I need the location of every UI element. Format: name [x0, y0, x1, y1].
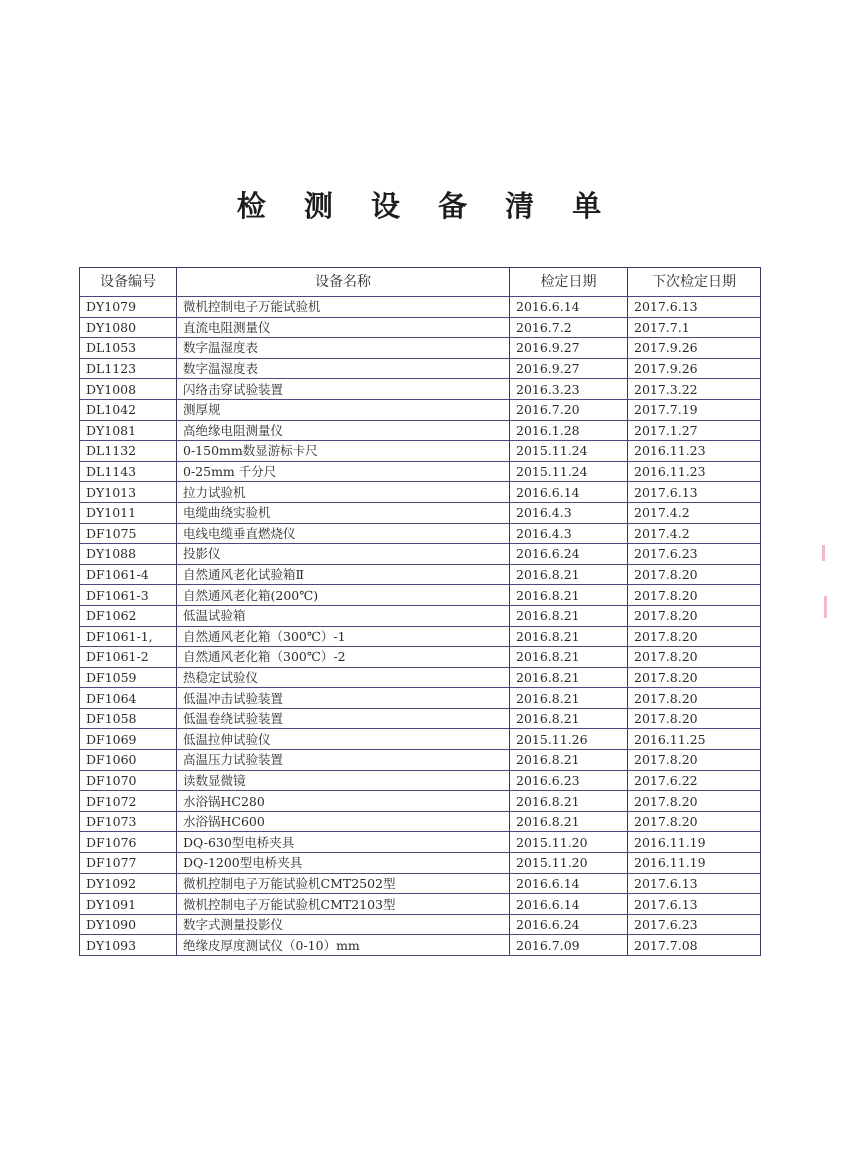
cell-equipment-name: 0-150mm数显游标卡尺: [177, 441, 510, 462]
cell-equipment-id: DF1072: [80, 791, 177, 812]
table-row: [80, 688, 761, 709]
cell-next-calibration-date: 2017.6.23: [628, 914, 761, 935]
cell-next-calibration-date: 2017.6.22: [628, 770, 761, 791]
cell-calibration-date: 2016.6.24: [510, 544, 628, 565]
cell-next-calibration-date: 2017.8.20: [628, 626, 761, 647]
cell-equipment-id: DF1061-2: [80, 647, 177, 668]
table-row: [80, 585, 761, 606]
cell-next-calibration-date: 2017.6.13: [628, 297, 761, 318]
header-next-calibration-date: 下次检定日期: [628, 268, 761, 297]
cell-next-calibration-date: 2017.7.08: [628, 935, 761, 956]
cell-equipment-id: DF1076: [80, 832, 177, 853]
equipment-table: [79, 267, 761, 956]
cell-next-calibration-date: 2017.8.20: [628, 564, 761, 585]
cell-equipment-name: 微机控制电子万能试验机CMT2502型: [177, 873, 510, 894]
cell-calibration-date: 2016.9.27: [510, 338, 628, 359]
cell-calibration-date: 2016.7.20: [510, 399, 628, 420]
table-row: [80, 894, 761, 915]
cell-equipment-name: 拉力试验机: [177, 482, 510, 503]
table-row: [80, 935, 761, 956]
table-row: [80, 750, 761, 771]
cell-calibration-date: 2016.8.21: [510, 750, 628, 771]
cell-calibration-date: 2016.6.14: [510, 297, 628, 318]
cell-equipment-name: 数字式测量投影仪: [177, 914, 510, 935]
header-equipment-name: 设备名称: [177, 268, 510, 297]
table-row: [80, 770, 761, 791]
cell-equipment-id: DY1079: [80, 297, 177, 318]
cell-next-calibration-date: 2017.7.19: [628, 399, 761, 420]
cell-equipment-id: DL1053: [80, 338, 177, 359]
cell-equipment-name: 高温压力试验装置: [177, 750, 510, 771]
cell-calibration-date: 2016.4.3: [510, 502, 628, 523]
table-row: [80, 914, 761, 935]
cell-equipment-name: 绝缘皮厚度测试仪（0-10）mm: [177, 935, 510, 956]
header-calibration-date: 检定日期: [510, 268, 628, 297]
cell-next-calibration-date: 2017.8.20: [628, 605, 761, 626]
table-header-row: [80, 268, 761, 297]
edge-mark: [822, 545, 825, 561]
table-row: [80, 399, 761, 420]
table-row: [80, 832, 761, 853]
cell-calibration-date: 2016.8.21: [510, 626, 628, 647]
table-row: [80, 853, 761, 874]
cell-next-calibration-date: 2017.8.20: [628, 585, 761, 606]
cell-equipment-id: DF1059: [80, 667, 177, 688]
table-row: [80, 605, 761, 626]
cell-calibration-date: 2016.8.21: [510, 708, 628, 729]
cell-calibration-date: 2016.6.23: [510, 770, 628, 791]
cell-calibration-date: 2016.3.23: [510, 379, 628, 400]
cell-next-calibration-date: 2017.9.26: [628, 338, 761, 359]
cell-equipment-id: DL1143: [80, 461, 177, 482]
cell-equipment-id: DY1081: [80, 420, 177, 441]
cell-next-calibration-date: 2016.11.23: [628, 461, 761, 482]
cell-next-calibration-date: 2016.11.25: [628, 729, 761, 750]
table-row: [80, 523, 761, 544]
cell-equipment-name: 低温拉伸试验仪: [177, 729, 510, 750]
cell-equipment-id: DY1013: [80, 482, 177, 503]
cell-equipment-id: DF1077: [80, 853, 177, 874]
cell-next-calibration-date: 2017.8.20: [628, 667, 761, 688]
cell-next-calibration-date: 2017.8.20: [628, 688, 761, 709]
cell-equipment-name: 自然通风老化箱（300℃）-1: [177, 626, 510, 647]
cell-calibration-date: 2016.8.21: [510, 647, 628, 668]
header-equipment-id: 设备编号: [80, 268, 177, 297]
cell-equipment-id: DL1132: [80, 441, 177, 462]
cell-equipment-id: DF1069: [80, 729, 177, 750]
cell-calibration-date: 2016.7.2: [510, 317, 628, 338]
cell-equipment-id: DY1093: [80, 935, 177, 956]
table-row: [80, 502, 761, 523]
table-row: [80, 544, 761, 565]
cell-calibration-date: 2016.8.21: [510, 605, 628, 626]
table-row: [80, 791, 761, 812]
cell-equipment-id: DY1011: [80, 502, 177, 523]
cell-next-calibration-date: 2016.11.19: [628, 853, 761, 874]
cell-calibration-date: 2016.8.21: [510, 811, 628, 832]
cell-calibration-date: 2015.11.26: [510, 729, 628, 750]
table-row: [80, 626, 761, 647]
cell-calibration-date: 2016.8.21: [510, 688, 628, 709]
cell-equipment-id: DF1062: [80, 605, 177, 626]
cell-calibration-date: 2016.4.3: [510, 523, 628, 544]
cell-next-calibration-date: 2017.8.20: [628, 750, 761, 771]
cell-next-calibration-date: 2017.8.20: [628, 811, 761, 832]
cell-next-calibration-date: 2017.6.13: [628, 873, 761, 894]
cell-next-calibration-date: 2017.1.27: [628, 420, 761, 441]
table-row: [80, 564, 761, 585]
cell-calibration-date: 2016.6.14: [510, 873, 628, 894]
cell-equipment-name: 微机控制电子万能试验机CMT2103型: [177, 894, 510, 915]
cell-equipment-id: DY1090: [80, 914, 177, 935]
table-row: [80, 338, 761, 359]
cell-calibration-date: 2016.9.27: [510, 358, 628, 379]
cell-equipment-name: 水浴锅HC280: [177, 791, 510, 812]
table-row: [80, 811, 761, 832]
cell-equipment-id: DF1061-3: [80, 585, 177, 606]
cell-next-calibration-date: 2016.11.19: [628, 832, 761, 853]
cell-equipment-id: DL1123: [80, 358, 177, 379]
cell-equipment-name: 低温试验箱: [177, 605, 510, 626]
cell-equipment-name: 读数显微镜: [177, 770, 510, 791]
cell-next-calibration-date: 2017.6.23: [628, 544, 761, 565]
table-body: [80, 297, 761, 956]
table-row: [80, 873, 761, 894]
table-row: [80, 441, 761, 462]
cell-calibration-date: 2016.8.21: [510, 585, 628, 606]
cell-next-calibration-date: 2017.8.20: [628, 708, 761, 729]
cell-next-calibration-date: 2017.4.2: [628, 502, 761, 523]
cell-equipment-name: 闪络击穿试验装置: [177, 379, 510, 400]
cell-equipment-name: 微机控制电子万能试验机: [177, 297, 510, 318]
cell-equipment-id: DF1073: [80, 811, 177, 832]
table-row: [80, 729, 761, 750]
cell-next-calibration-date: 2017.8.20: [628, 647, 761, 668]
cell-equipment-name: 水浴锅HC600: [177, 811, 510, 832]
cell-equipment-id: DF1061-4: [80, 564, 177, 585]
cell-equipment-name: 0-25mm 千分尺: [177, 461, 510, 482]
cell-equipment-id: DF1064: [80, 688, 177, 709]
table-row: [80, 708, 761, 729]
cell-equipment-name: 直流电阻测量仪: [177, 317, 510, 338]
cell-equipment-name: 数字温湿度表: [177, 338, 510, 359]
table-row: [80, 461, 761, 482]
cell-equipment-id: DF1070: [80, 770, 177, 791]
cell-equipment-id: DF1058: [80, 708, 177, 729]
cell-equipment-name: 低温卷绕试验装置: [177, 708, 510, 729]
cell-next-calibration-date: 2016.11.23: [628, 441, 761, 462]
table-row: [80, 667, 761, 688]
cell-calibration-date: 2016.6.14: [510, 482, 628, 503]
cell-equipment-name: 数字温湿度表: [177, 358, 510, 379]
cell-next-calibration-date: 2017.7.1: [628, 317, 761, 338]
cell-equipment-name: 投影仪: [177, 544, 510, 565]
cell-next-calibration-date: 2017.4.2: [628, 523, 761, 544]
cell-next-calibration-date: 2017.3.22: [628, 379, 761, 400]
cell-equipment-name: 电线电缆垂直燃烧仪: [177, 523, 510, 544]
cell-equipment-name: 电缆曲绕实验机: [177, 502, 510, 523]
cell-equipment-name: DQ-1200型电桥夹具: [177, 853, 510, 874]
cell-next-calibration-date: 2017.9.26: [628, 358, 761, 379]
cell-equipment-name: 低温冲击试验装置: [177, 688, 510, 709]
cell-calibration-date: 2016.8.21: [510, 791, 628, 812]
cell-calibration-date: 2016.7.09: [510, 935, 628, 956]
cell-calibration-date: 2015.11.24: [510, 441, 628, 462]
cell-equipment-id: DY1008: [80, 379, 177, 400]
edge-mark: [824, 596, 827, 618]
cell-equipment-name: 热稳定试验仪: [177, 667, 510, 688]
cell-calibration-date: 2015.11.20: [510, 832, 628, 853]
cell-calibration-date: 2016.8.21: [510, 564, 628, 585]
table-row: [80, 482, 761, 503]
cell-equipment-id: DY1092: [80, 873, 177, 894]
cell-next-calibration-date: 2017.6.13: [628, 482, 761, 503]
cell-equipment-id: DF1060: [80, 750, 177, 771]
table-row: [80, 317, 761, 338]
cell-equipment-id: DL1042: [80, 399, 177, 420]
cell-equipment-id: DY1088: [80, 544, 177, 565]
cell-calibration-date: 2016.6.14: [510, 894, 628, 915]
cell-equipment-id: DY1091: [80, 894, 177, 915]
cell-equipment-id: DY1080: [80, 317, 177, 338]
cell-equipment-name: 测厚规: [177, 399, 510, 420]
table-row: [80, 647, 761, 668]
cell-equipment-id: DF1075: [80, 523, 177, 544]
table-row: [80, 358, 761, 379]
cell-calibration-date: 2016.8.21: [510, 667, 628, 688]
cell-equipment-id: DF1061-1,: [80, 626, 177, 647]
cell-equipment-name: 高绝缘电阻测量仪: [177, 420, 510, 441]
table-row: [80, 379, 761, 400]
cell-calibration-date: 2015.11.24: [510, 461, 628, 482]
cell-next-calibration-date: 2017.6.13: [628, 894, 761, 915]
cell-equipment-name: 自然通风老化试验箱Ⅱ: [177, 564, 510, 585]
table-row: [80, 420, 761, 441]
cell-calibration-date: 2016.6.24: [510, 914, 628, 935]
cell-equipment-name: DQ-630型电桥夹具: [177, 832, 510, 853]
cell-calibration-date: 2015.11.20: [510, 853, 628, 874]
cell-calibration-date: 2016.1.28: [510, 420, 628, 441]
document-title: 检 测 设 备 清 单: [236, 189, 616, 223]
cell-equipment-name: 自然通风老化箱（300℃）-2: [177, 647, 510, 668]
table-row: [80, 297, 761, 318]
cell-equipment-name: 自然通风老化箱(200℃): [177, 585, 510, 606]
cell-next-calibration-date: 2017.8.20: [628, 791, 761, 812]
